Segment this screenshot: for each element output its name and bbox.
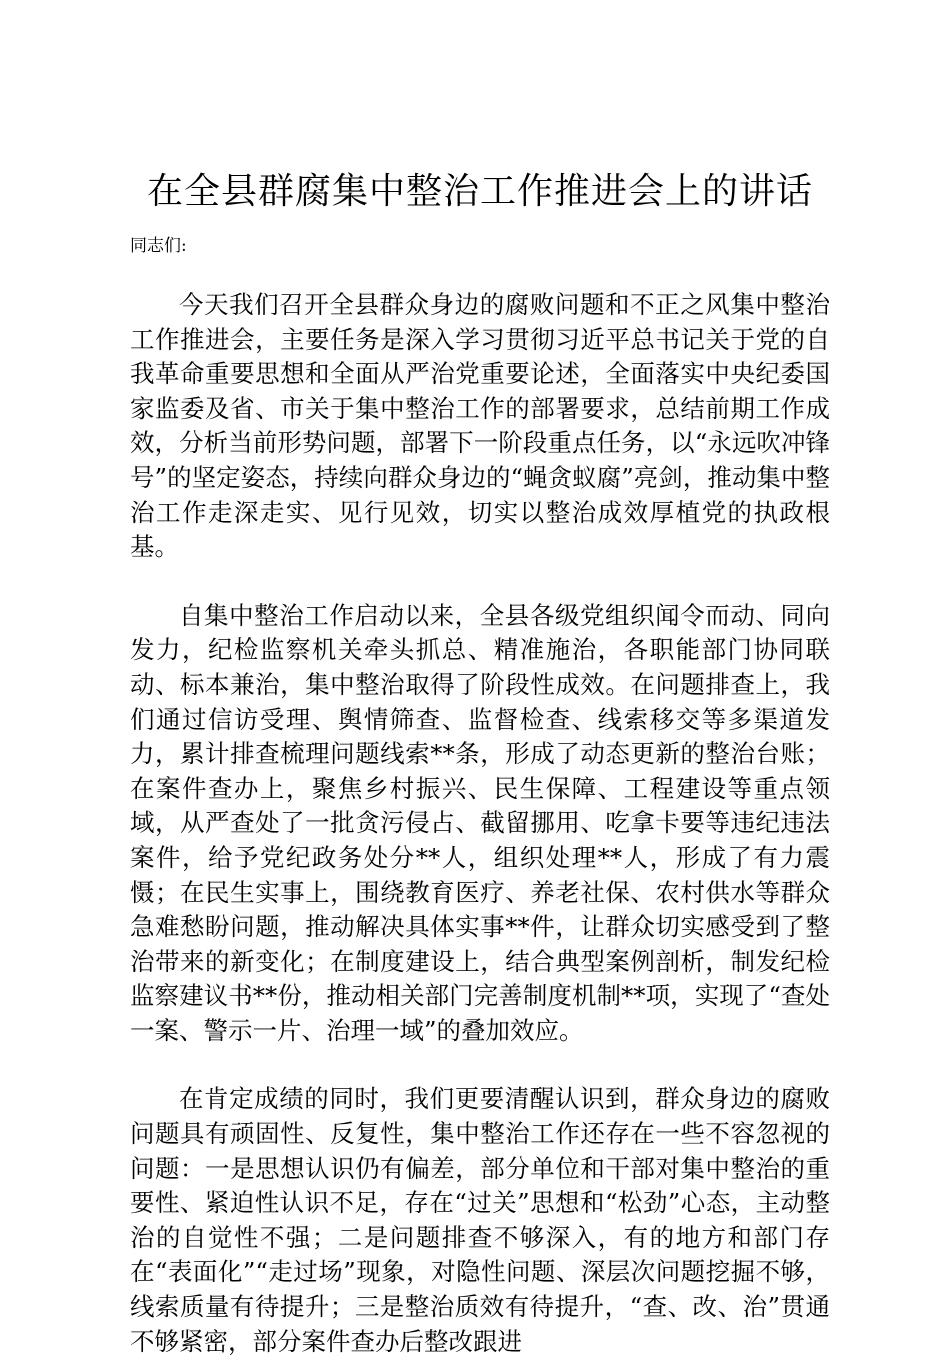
salutation: 同志们: (130, 236, 187, 256)
paragraph-2: 自集中整治工作启动以来，全县各级党组织闻令而动、同向发力，纪检监察机关牵头抓总、精准施治，各职能部门协同联动、标本兼治，集中整治取得了阶段性成效。在问题排查上，我们通过信访受理、舆情筛查、监督检查、线索移交等多渠道发力，累计排查梳理问题线索**条，形成了动态更新的整治台账；在案件查办上，聚焦乡村振兴、民生保障、工程建设等重点领域，从严查处了一批贪污侵占、截留挪用、吃拿卡要等违纪违法案件，给予党纪政务处分**人，组织处理**人，形成了有力震慑；在民生实事上，围绕教育医疗、养老社保、农村供水等群众急难愁盼问题，推动解决具体实事**件，让群众切实感受到了整治带来的新变化；在制度建设上，结合典型案例剖析，制发纪检监察建议书**份，推动相关部门完善制度机制**项，实现了“查处一案、警示一片、治理一域”的叠加效应。 (130, 600, 830, 1045)
document-title: 在全县群腐集中整治工作推进会上的讲话 (146, 171, 813, 212)
document-page (130, 166, 830, 1359)
paragraph-3: 在肯定成绩的同时，我们更要清醒认识到，群众身边的腐败问题具有顽固性、反复性，集中整治工作还存在一些不容忽视的问题：一是思想认识仍有偏差，部分单位和干部对集中整治的重要性、紧迫性认识不足，存在“过关”思想和“松劲”心态，主动整治的自觉性不强；二是问题排查不够深入，有的地方和部门存在“表面化”“走过场”现象，对隐性问题、深层次问题挖掘不够，线索质量有待提升；三是整治质效有待提升，“查、改、治”贯通不够紧密，部分案件查办后整改跟进 (130, 1084, 830, 1356)
paragraph-1: 今天我们召开全县群众身边的腐败问题和不正之风集中整治工作推进会，主要任务是深入学习贯彻习近平总书记关于党的自我革命重要思想和全面从严治党重要论述，全面落实中央纪委国家监委及省、市关于集中整治工作的部署要求，总结前期工作成效，分析当前形势问题，部署下一阶段重点任务，以“永远吹冲锋号”的坚定姿态，持续向群众身边的“蝇贪蚁腐”亮剑，推动集中整治工作走深走实、见行见效，切实以整治成效厚植党的执政根基。 (130, 290, 830, 562)
